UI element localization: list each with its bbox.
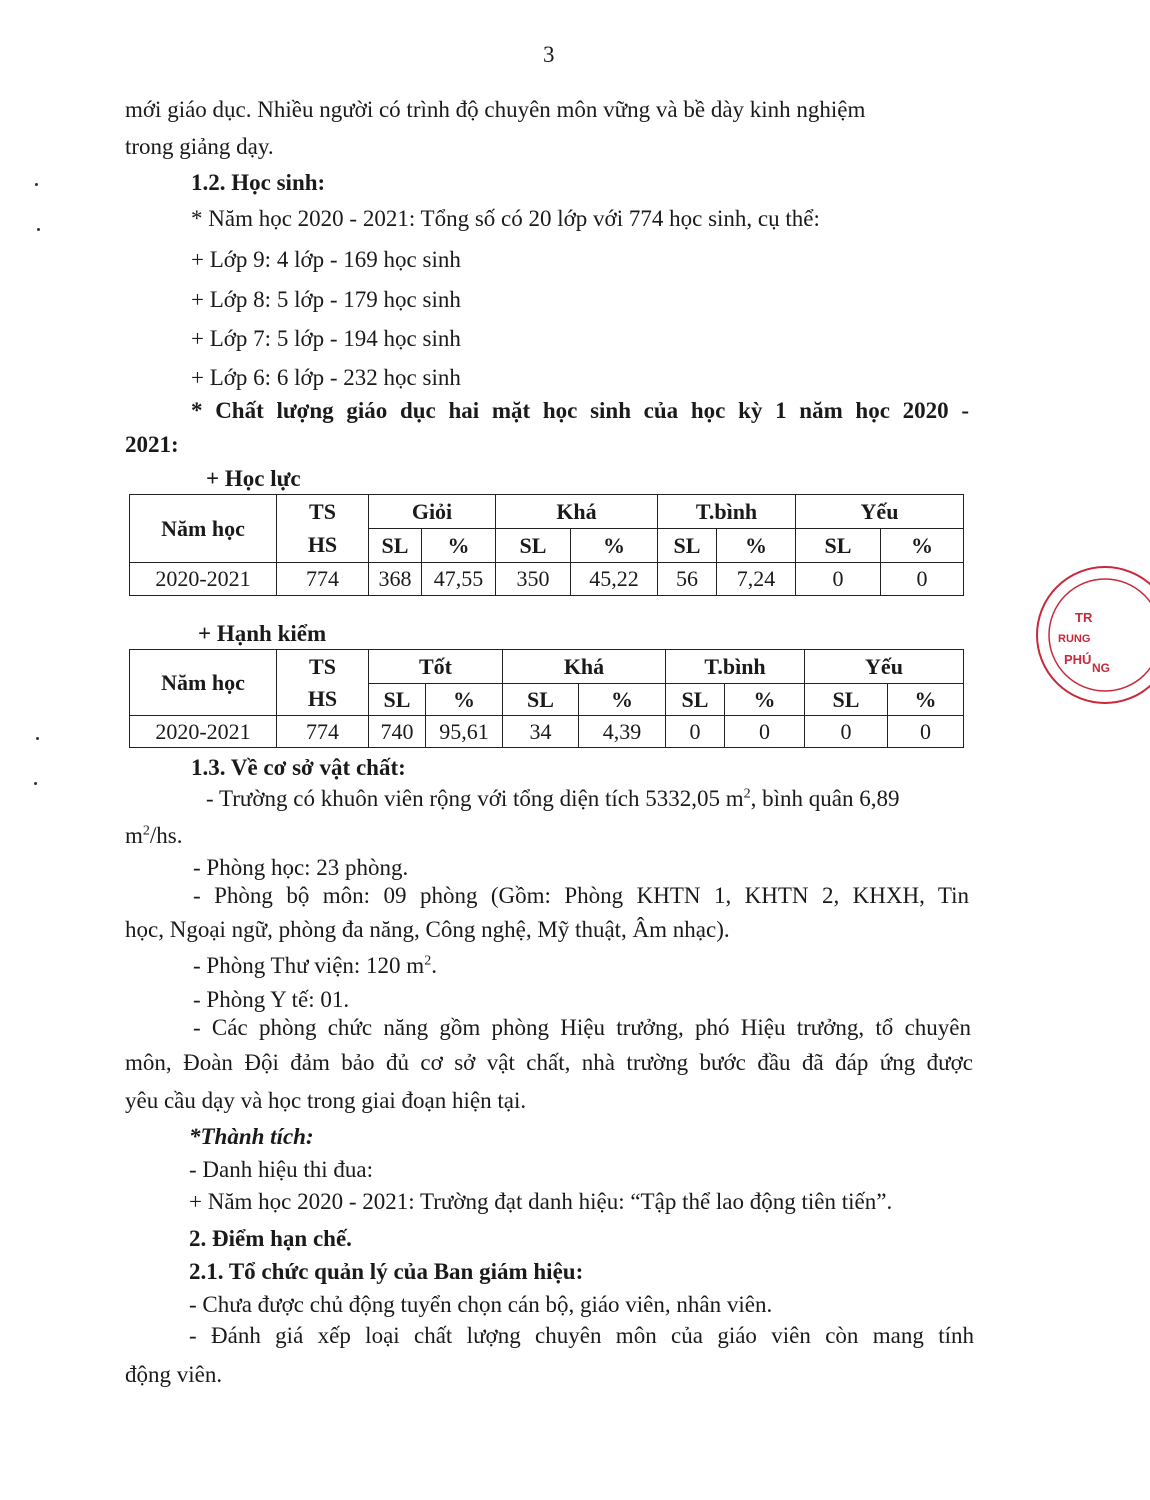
cell: 0 [796, 563, 881, 596]
superscript: 2 [424, 953, 432, 969]
text: , bình quân 6,89 [750, 786, 900, 811]
text-line [193, 953, 437, 979]
cell: 0 [805, 716, 888, 748]
col-ts: TS [277, 650, 369, 684]
seal-text: TR [1075, 610, 1093, 625]
text-line: yêu cầu dạy và học trong giai đoạn hiện tại. [125, 1088, 527, 1113]
col-hs: HS [277, 684, 369, 716]
text-line: động viên. [125, 1362, 223, 1387]
group-header: T.bình [658, 495, 796, 529]
sub-header: % [881, 529, 964, 563]
sub-header: % [888, 684, 964, 716]
text-line: + Năm học 2020 - 2021: Trường đạt danh hiệu: “Tập thể lao động tiên tiến”. [189, 1189, 893, 1214]
scan-speck [36, 737, 39, 740]
sub-header: SL [496, 529, 571, 563]
sub-header: SL [805, 684, 888, 716]
cell: 740 [369, 716, 426, 748]
academic-table [129, 494, 964, 596]
section-heading-students: 1.2. Học sinh: [191, 170, 326, 195]
col-year: Năm học [130, 495, 277, 563]
group-header: Khá [503, 650, 666, 684]
text: . [431, 953, 437, 978]
text-line: + Lớp 9: 4 lớp - 169 học sinh [191, 247, 461, 272]
quality-heading: * Chất lượng giáo dục hai mặt học sinh của học kỳ 1 năm học 2020 - [191, 398, 969, 423]
text-line: - Các phòng chức năng gồm phòng Hiệu trưởng, phó Hiệu trưởng, tổ chuyên [193, 1015, 971, 1040]
achievements-heading: *Thành tích: [189, 1124, 314, 1149]
group-header: Yếu [796, 495, 964, 529]
quality-heading-cont: 2021: [125, 432, 179, 457]
cell: 774 [277, 716, 369, 748]
text-line: - Phòng học: 23 phòng. [193, 855, 409, 880]
col-year: Năm học [130, 650, 277, 716]
col-hs: HS [277, 529, 369, 563]
group-header: Yếu [805, 650, 964, 684]
text-line: - Phòng bộ môn: 09 phòng (Gồm: Phòng KHTN 1, KHTN 2, KHXH, Tin [193, 883, 969, 908]
cell: 2020-2021 [130, 563, 277, 596]
text-line [125, 823, 182, 849]
superscript: 2 [743, 786, 751, 802]
col-ts: TS [277, 495, 369, 529]
cell: 368 [369, 563, 422, 596]
scan-speck [34, 782, 37, 785]
group-header: Khá [496, 495, 658, 529]
table-row [130, 563, 964, 596]
text-line: - Đánh giá xếp loại chất lượng chuyên môn của giáo viên còn mang tính [189, 1323, 974, 1348]
sub-header: % [579, 684, 666, 716]
sub-header: % [422, 529, 496, 563]
table-row [130, 716, 964, 748]
cell: 350 [496, 563, 571, 596]
text-line: học, Ngoại ngữ, phòng đa năng, Công nghệ, Mỹ thuật, Âm nhạc). [125, 917, 730, 942]
section-heading-management: 2.1. Tổ chức quản lý của Ban giám hiệu: [189, 1259, 584, 1284]
text-line: + Lớp 8: 5 lớp - 179 học sinh [191, 287, 461, 312]
sub-header: % [725, 684, 805, 716]
superscript: 2 [142, 823, 150, 839]
text-line: - Danh hiệu thi đua: [189, 1157, 373, 1182]
sub-header: SL [503, 684, 579, 716]
scan-speck [35, 183, 38, 186]
section-heading-limitations: 2. Điểm hạn chế. [189, 1226, 352, 1251]
sub-header: SL [666, 684, 725, 716]
text-line: + Lớp 6: 6 lớp - 232 học sinh [191, 365, 461, 390]
text: - Phòng Thư viện: 120 m [193, 953, 425, 978]
text-line: trong giảng dạy. [125, 134, 274, 159]
scan-speck [37, 228, 40, 231]
cell: 56 [658, 563, 717, 596]
sub-header: SL [369, 684, 426, 716]
seal-text: NG [1092, 661, 1110, 675]
sub-header: % [717, 529, 796, 563]
sub-header: SL [796, 529, 881, 563]
text-line: - Chưa được chủ động tuyển chọn cán bộ, giáo viên, nhân viên. [189, 1292, 773, 1317]
official-seal [1030, 560, 1150, 710]
seal-text: PHÚ [1064, 652, 1092, 667]
text-line: * Năm học 2020 - 2021: Tổng số có 20 lớp với 774 học sinh, cụ thể: [191, 206, 820, 231]
sub-header: SL [369, 529, 422, 563]
cell: 45,22 [571, 563, 658, 596]
text-line: môn, Đoàn Đội đảm bảo đủ cơ sở vật chất, nhà trường bước đầu đã đáp ứng được [125, 1050, 973, 1075]
page-number: 3 [543, 42, 555, 67]
sub-header: % [426, 684, 503, 716]
group-header: Giỏi [369, 495, 496, 529]
cell: 0 [725, 716, 805, 748]
sub-header: SL [658, 529, 717, 563]
cell: 0 [881, 563, 964, 596]
group-header: Tốt [369, 650, 503, 684]
cell: 95,61 [426, 716, 503, 748]
cell: 4,39 [579, 716, 666, 748]
cell: 0 [888, 716, 964, 748]
text-line: mới giáo dục. Nhiều người có trình độ chuyên môn vững và bề dày kinh nghiệm [125, 97, 866, 122]
academic-heading: + Học lực [206, 466, 301, 491]
text-line: + Lớp 7: 5 lớp - 194 học sinh [191, 326, 461, 351]
cell: 7,24 [717, 563, 796, 596]
text: - Trường có khuôn viên rộng với tổng diện tích 5332,05 m [206, 786, 744, 811]
cell: 774 [277, 563, 369, 596]
section-heading-facilities: 1.3. Về cơ sở vật chất: [191, 755, 406, 780]
sub-header: % [571, 529, 658, 563]
text: m [125, 823, 143, 848]
seal-text: RUNG [1058, 633, 1091, 645]
group-header: T.bình [666, 650, 805, 684]
cell: 34 [503, 716, 579, 748]
conduct-table [129, 649, 964, 748]
text: /hs. [149, 823, 183, 848]
conduct-heading: + Hạnh kiểm [198, 621, 327, 646]
text-line [206, 786, 900, 812]
text-line: - Phòng Y tế: 01. [193, 987, 350, 1012]
cell: 0 [666, 716, 725, 748]
cell: 2020-2021 [130, 716, 277, 748]
cell: 47,55 [422, 563, 496, 596]
